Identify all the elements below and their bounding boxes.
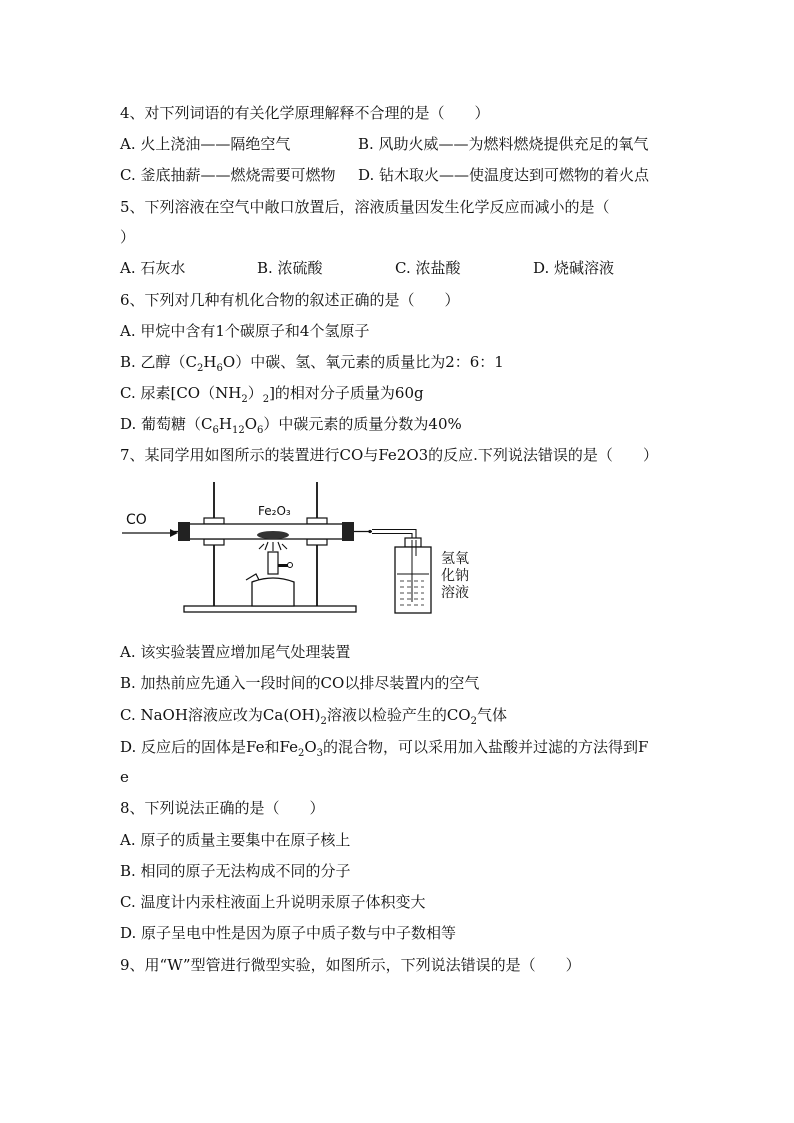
- q8-stem: 8、下列说法正确的是（ ）: [120, 799, 325, 817]
- figure-co-label: CO: [126, 512, 147, 528]
- burner-icon: [246, 552, 294, 606]
- q6-d-text-3: O: [244, 415, 258, 433]
- q6-option-b: [120, 352, 504, 372]
- q4-option-a: A. 火上浇油——隔绝空气: [120, 135, 291, 153]
- naoh-label-line2: 化钠: [441, 568, 469, 584]
- clamp-top-right: [307, 518, 327, 524]
- naoh-label-line3: 溶液: [441, 585, 469, 601]
- q7-option-c: [120, 705, 507, 725]
- q6-d-sub-2: 12: [231, 425, 245, 436]
- q6-b-sub-1: 2: [197, 363, 204, 374]
- flame-icon: [259, 542, 287, 551]
- clamp-bottom-left: [204, 539, 224, 545]
- q8-option-a: A. 原子的质量主要集中在原子核上: [120, 831, 351, 849]
- q6-stem: 6、下列对几种有机化合物的叙述正确的是（ ）: [120, 291, 460, 309]
- q5-stem-continued: ）: [120, 228, 136, 246]
- experiment-apparatus-figure: [118, 478, 488, 624]
- q5-option-a: A. 石灰水: [120, 259, 186, 277]
- naoh-label-line1: 氢氧: [441, 551, 469, 567]
- q7-c-text-3: 气体: [476, 706, 507, 724]
- clamp-bottom-right: [307, 539, 327, 545]
- q6-b-sub-2: 6: [216, 363, 223, 374]
- q6-d-text-1: D. 葡萄糖（C: [120, 415, 213, 433]
- figure-fe2o3-label: Fe₂O₃: [258, 504, 291, 518]
- q7-option-d: [120, 737, 648, 757]
- q6-d-text-2: H: [218, 415, 232, 433]
- q4-option-b: B. 风助火威——为燃料燃烧提供充足的氧气: [358, 135, 649, 153]
- q6-option-a: A. 甲烷中含有1个碳原子和4个氢原子: [120, 322, 370, 340]
- q5-option-b: B. 浓硫酸: [257, 259, 323, 277]
- q7-option-b: B. 加热前应先通入一段时间的CO以排尽装置内的空气: [120, 674, 480, 692]
- q7-c-text-1: C. NaOH溶液应改为Ca(OH): [120, 706, 321, 724]
- q8-option-b: B. 相同的原子无法构成不同的分子: [120, 862, 351, 880]
- q6-option-c: [120, 383, 424, 403]
- stopper-right: [342, 522, 354, 541]
- q4-option-c: C. 釜底抽薪——燃烧需要可燃物: [120, 166, 336, 184]
- inlet-arrow-icon: [122, 529, 178, 537]
- q6-b-text-3: O）中碳、氢、氧元素的质量比为2：6：1: [222, 353, 504, 371]
- fe2o3-powder: [257, 531, 289, 539]
- stopper-left: [178, 522, 190, 541]
- q6-option-d: [120, 414, 462, 434]
- q7-d-sub-1: 2: [297, 748, 305, 759]
- q5-option-d: D. 烧碱溶液: [533, 259, 615, 277]
- stand-base: [184, 606, 356, 612]
- q6-c-text-3: ]的相对分子质量为60g: [269, 384, 424, 402]
- q7-option-d-continued: e: [120, 768, 129, 786]
- q6-c-sub-1: 2: [241, 394, 248, 405]
- q5-stem: 5、下列溶液在空气中敞口放置后，溶液质量因发生化学反应而减小的是（: [120, 198, 610, 216]
- q6-c-sub-2: 2: [262, 394, 270, 405]
- q7-d-text-1: D. 反应后的固体是Fe和Fe: [120, 738, 298, 756]
- q9-stem: 9、用“W”型管进行微型实验，如图所示，下列说法错误的是（ ）: [120, 956, 581, 974]
- q7-stem: 7、某同学用如图所示的装置进行CO与Fe2O3的反应.下列说法错误的是（ ）: [120, 446, 658, 464]
- q4-option-d: D. 钻木取火——使温度达到可燃物的着火点: [358, 166, 650, 184]
- q6-b-text-1: B. 乙醇（C: [120, 353, 198, 371]
- q7-c-sub-1: 2: [320, 716, 327, 727]
- q6-b-text-2: H: [203, 353, 217, 371]
- q6-d-sub-3: 6: [257, 425, 264, 436]
- q7-d-sub-2: 3: [316, 748, 324, 759]
- q4-stem: 4、对下列词语的有关化学原理解释不合理的是（ ）: [120, 104, 490, 122]
- q6-c-text-2: ）: [247, 384, 263, 402]
- q6-d-sub-1: 6: [212, 425, 219, 436]
- q8-option-d: D. 原子呈电中性是因为原子中质子数与中子数相等: [120, 924, 457, 942]
- q7-c-sub-2: 2: [470, 716, 477, 727]
- q8-option-c: C. 温度计内汞柱液面上升说明汞原子体积变大: [120, 893, 426, 911]
- q7-c-text-2: 溶液以检验产生的CO: [326, 706, 471, 724]
- q7-d-text-3: 的混合物，可以采用加入盐酸并过滤的方法得到F: [323, 738, 649, 756]
- q6-d-text-4: ）中碳元素的质量分数为40%: [263, 415, 462, 433]
- q7-option-a: A. 该实验装置应增加尾气处理装置: [120, 643, 351, 661]
- gas-washing-bottle: [395, 538, 431, 613]
- clamp-top-left: [204, 518, 224, 524]
- q6-c-text-1: C. 尿素[CO（NH: [120, 384, 242, 402]
- q5-option-c: C. 浓盐酸: [395, 259, 461, 277]
- q7-d-text-2: O: [304, 738, 317, 756]
